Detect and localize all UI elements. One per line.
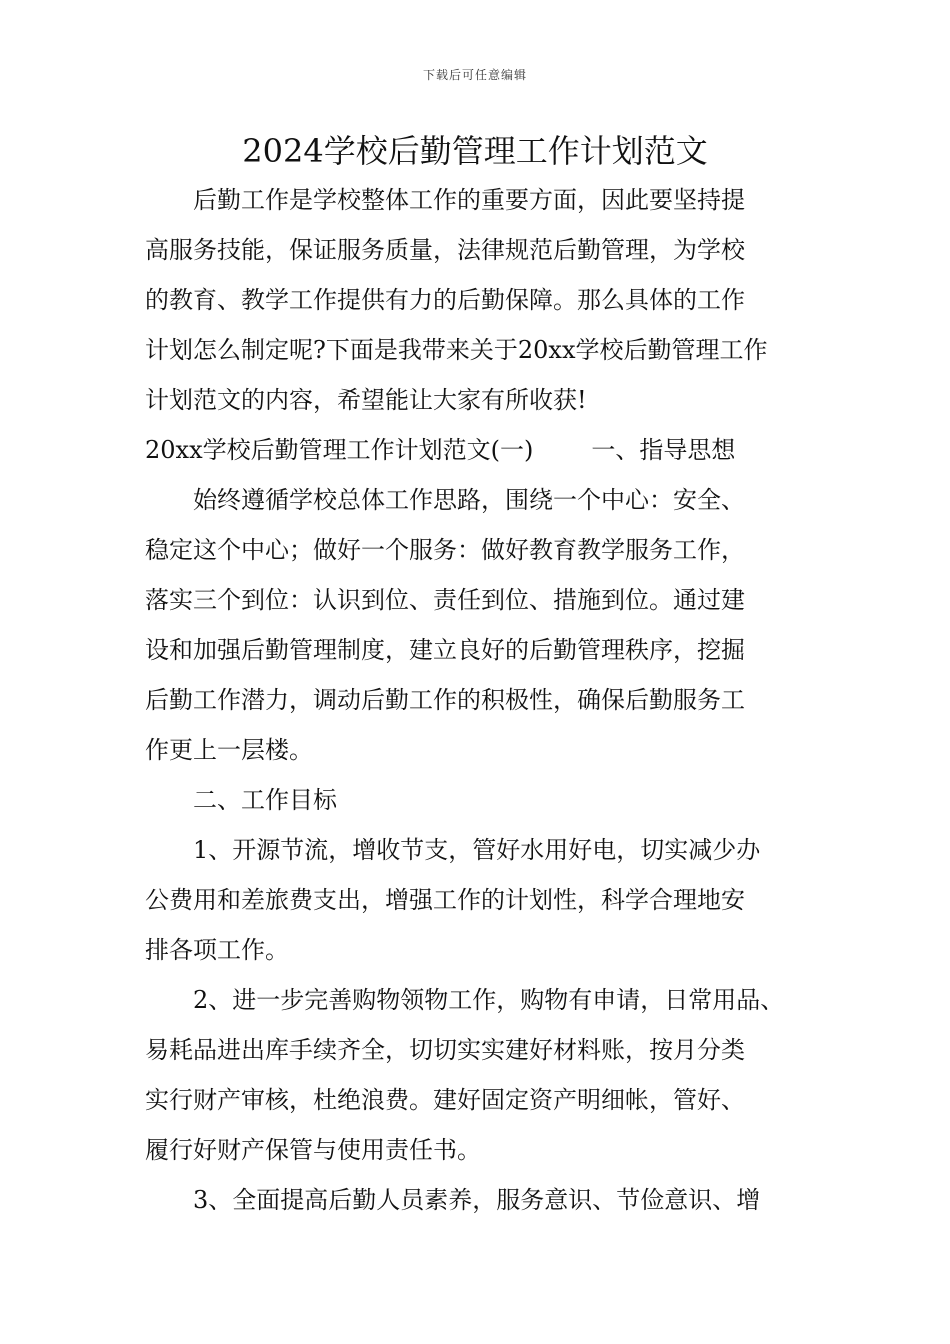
intro-paragraph [145,175,810,425]
section-two-heading-row [145,775,810,825]
goal-2-paragraph [145,975,810,1175]
section-one-heading: 一、指导思想 [591,436,736,464]
goal-line: 3、全面提高后勤人员素养，服务意识、节俭意识、增 [193,1186,761,1214]
guiding-line: 作更上一层楼。 [145,736,313,764]
goal-line: 履行好财产保管与使用责任书。 [145,1136,481,1164]
guiding-line: 稳定这个中心；做好一个服务：做好教育教学服务工作， [145,536,745,564]
goal-line: 2、进一步完善购物领物工作，购物有申请，日常用品、 [193,986,785,1014]
goal-3-paragraph [145,1175,810,1225]
goal-1-paragraph [145,825,810,975]
goal-line: 排各项工作。 [145,936,289,964]
goal-line: 1、开源节流，增收节支，管好水用好电，切实减少办 [193,836,761,864]
intro-line: 计划范文的内容，希望能让大家有所收获! [145,386,587,414]
intro-line: 计划怎么制定呢?下面是我带来关于20xx学校后勤管理工作 [145,336,768,364]
section-title-row [145,425,810,475]
guiding-line: 始终遵循学校总体工作思路，围绕一个中心：安全、 [193,486,745,514]
intro-line: 后勤工作是学校整体工作的重要方面，因此要坚持提 [193,186,745,214]
document-body [145,175,810,1225]
goal-line: 易耗品进出库手续齐全，切切实实建好材料账，按月分类 [145,1036,745,1064]
guiding-line: 落实三个到位：认识到位、责任到位、措施到位。通过建 [145,586,745,614]
guiding-line: 后勤工作潜力，调动后勤工作的积极性，确保后勤服务工 [145,686,745,714]
goal-line: 实行财产审核，杜绝浪费。建好固定资产明细帐，管好、 [145,1086,745,1114]
guiding-line: 设和加强后勤管理制度，建立良好的后勤管理秩序，挖掘 [145,636,745,664]
intro-line: 的教育、教学工作提供有力的后勤保障。那么具体的工作 [145,286,745,314]
intro-line: 高服务技能，保证服务质量，法律规范后勤管理，为学校 [145,236,745,264]
section-two-heading: 二、工作目标 [193,786,337,814]
guiding-paragraph [145,475,810,775]
goal-line: 公费用和差旅费支出，增强工作的计划性，科学合理地安 [145,886,745,914]
document-title: 2024学校后勤管理工作计划范文 [242,132,708,170]
header-note: 下载后可任意编辑 [422,68,527,82]
section-title: 20xx学校后勤管理工作计划范文(一) [145,436,534,464]
